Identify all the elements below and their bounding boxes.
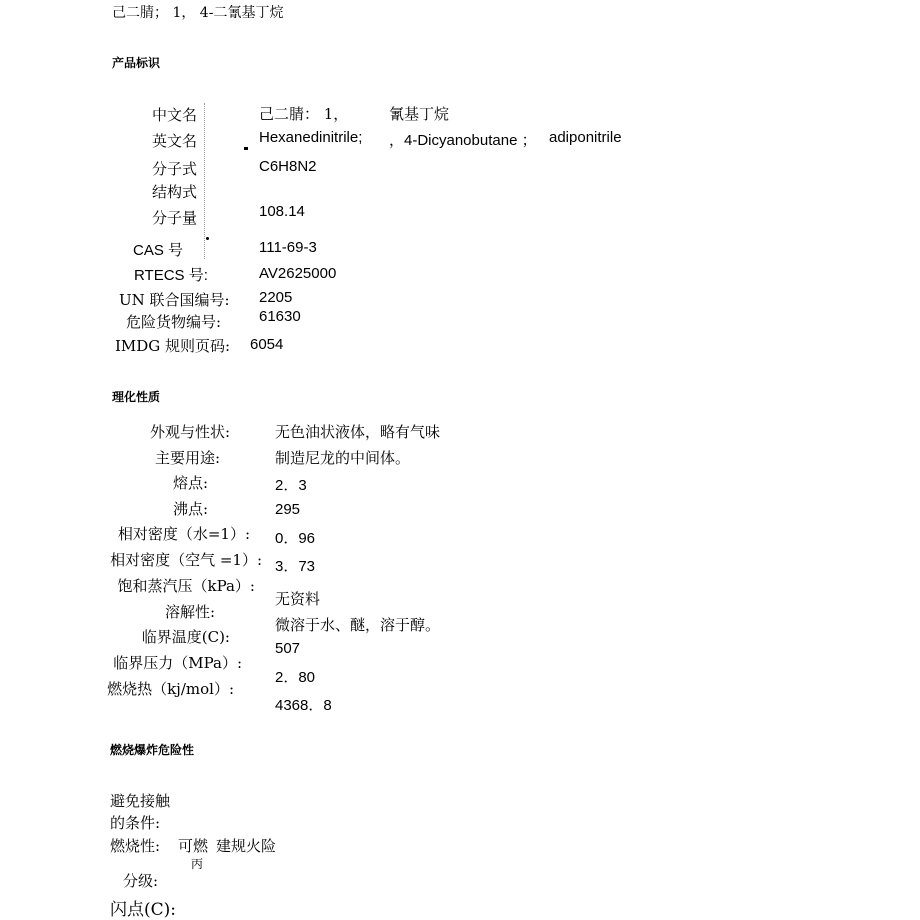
formula-value: C6H8N2 (259, 158, 317, 175)
stray-mark (244, 147, 248, 150)
critical-pressure-value: 2．80 (275, 669, 316, 686)
rd-air-value: 3．73 (275, 558, 316, 575)
use-value: 制造尼龙的中间体。 (275, 449, 411, 467)
cas-value: 111-69-3 (259, 239, 317, 256)
heat-of-combustion-label: 燃烧热（kj/mol）: (107, 680, 234, 698)
en-name-value-alt: adiponitrile (549, 129, 622, 146)
flash-point-label: 闪点(C): (110, 900, 176, 920)
mw-label: 分子量 (152, 209, 198, 227)
un-label: UN 联合国编号: (119, 291, 230, 309)
appearance-value: 无色油状液体，略有气味 (275, 423, 441, 441)
bp-value: 295 (275, 501, 301, 518)
cn-name-value-cont: 氰基丁烷 (389, 105, 450, 123)
critical-pressure-label: 临界压力（MPa）: (113, 654, 242, 672)
imdg-label: IMDG 规则页码: (115, 337, 231, 355)
avoid-conditions-label: 避免接触 (110, 792, 171, 810)
section-heading-physchem: 理化性质 (112, 390, 161, 404)
bp-label: 沸点: (172, 500, 208, 518)
fire-class-label: 建规火险 (216, 837, 277, 855)
fire-class-value: 丙 (191, 857, 204, 871)
solubility-value: 微溶于水、醚，溶于醇。 (275, 616, 441, 634)
mp-value: 2．3 (275, 477, 307, 494)
en-name-value: Hexanedinitrile; (259, 129, 363, 146)
document-title (112, 2, 283, 22)
critical-temp-value: 507 (275, 640, 301, 657)
rtecs-value: AV2625000 (259, 265, 337, 282)
avoid-conditions-label-cont: 的条件: (110, 814, 161, 832)
use-label: 主要用途: (154, 449, 220, 467)
flammability-label: 燃烧性: (110, 837, 161, 855)
fire-grade-label: 分级: (123, 872, 159, 890)
cn-name-value: 己二腈： 1， (259, 105, 349, 123)
document-title-text: 己二腈； 1， 4-二氰基丁烷 (112, 5, 284, 21)
dg-value: 61630 (259, 308, 301, 325)
en-name-label: 英文名 (152, 132, 198, 150)
rtecs-label: RTECS 号: (134, 267, 208, 284)
imdg-value: 6054 (250, 336, 284, 353)
rd-water-label: 相对密度（水=1）: (117, 525, 250, 543)
formula-label: 分子式 (152, 160, 198, 178)
mp-label: 熔点: (172, 474, 208, 492)
section-heading-identity: 产品标识 (112, 56, 161, 70)
label-divider (204, 103, 205, 259)
appearance-label: 外观与性状: (149, 423, 230, 441)
solubility-label: 溶解性: (164, 603, 215, 621)
mw-value: 108.14 (259, 203, 305, 220)
flammability-value: 可燃 (178, 837, 209, 855)
bullet-mark (206, 237, 209, 240)
heat-of-combustion-value: 4368．8 (275, 697, 332, 714)
vp-value: 无资料 (275, 590, 321, 608)
rd-air-label: 相对密度（空气 =1）: (110, 551, 262, 569)
critical-temp-label: 临界温度(C): (141, 628, 230, 646)
en-name-value-cont: ，4-Dicyanobutane ； (389, 132, 537, 149)
un-value: 2205 (259, 289, 293, 306)
section-heading-hazard: 燃烧爆炸危险性 (110, 743, 195, 757)
rd-water-value: 0．96 (275, 530, 316, 547)
vp-label: 饱和蒸汽压（kPa）: (117, 577, 255, 595)
cas-label: CAS 号 (133, 242, 184, 259)
dg-label: 危险货物编号: (126, 313, 222, 331)
cn-name-label: 中文名 (152, 106, 198, 124)
structure-label: 结构式 (152, 183, 198, 201)
